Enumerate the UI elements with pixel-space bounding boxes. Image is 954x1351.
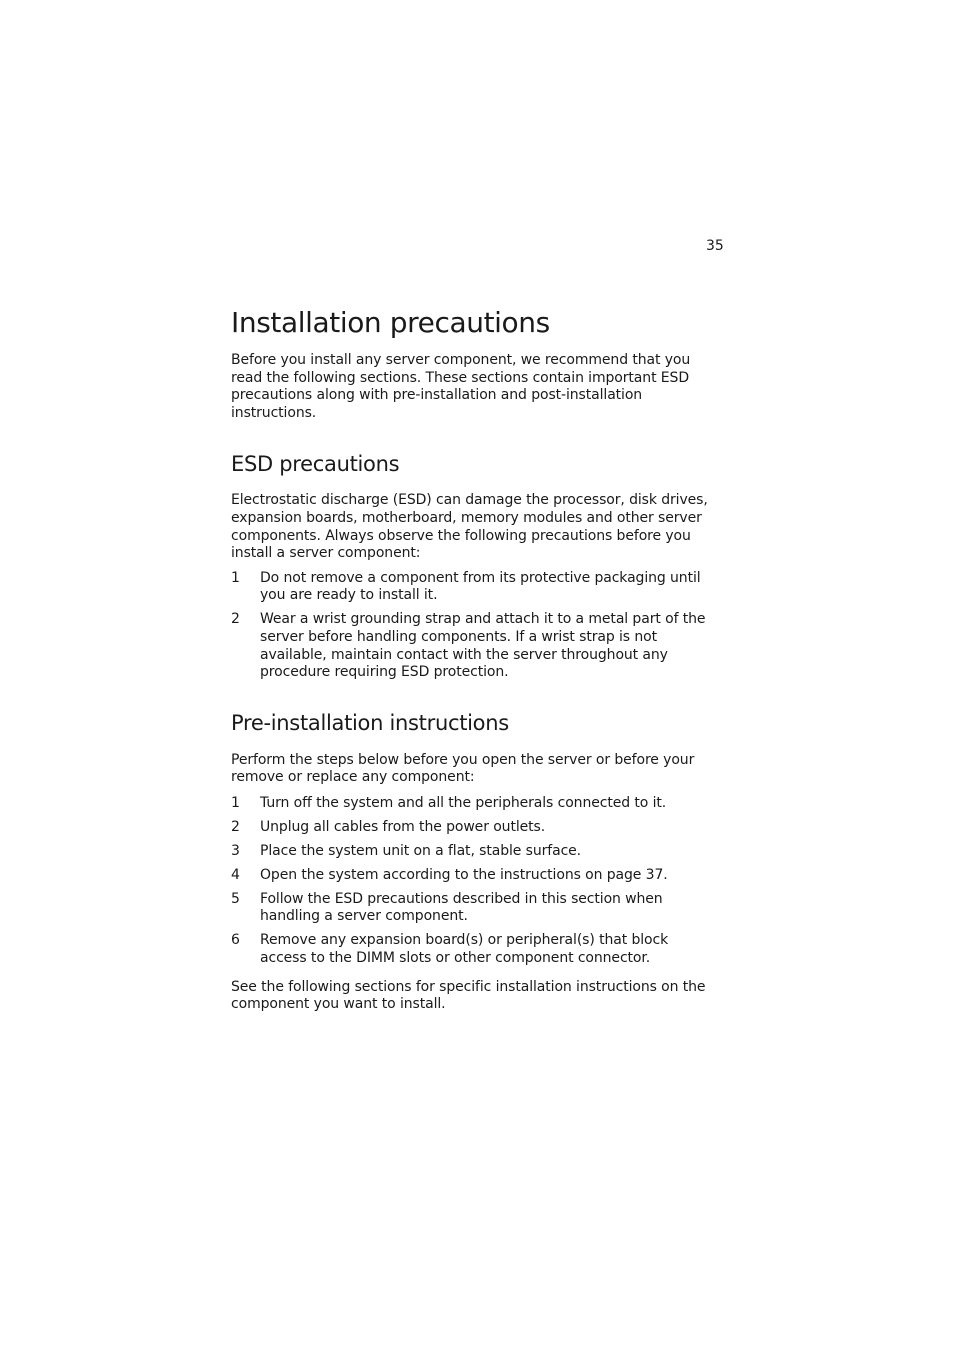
page-title: Installation precautions <box>231 306 550 339</box>
step-number: 4 <box>231 866 240 883</box>
page-number: 35 <box>706 238 724 254</box>
step-number: 2 <box>231 818 240 835</box>
step-text: Place the system unit on a flat, stable surface. <box>260 842 582 859</box>
list-item <box>231 891 711 926</box>
esd-steps-list <box>231 570 711 682</box>
list-item <box>231 819 711 837</box>
document-content <box>231 305 711 1014</box>
esd-section-heading: ESD precautions <box>231 452 400 477</box>
list-item <box>231 795 711 813</box>
step-text: Follow the ESD precautions described in this section when handling a server component. <box>260 890 663 925</box>
list-item <box>231 570 711 605</box>
esd-intro-paragraph: Electrostatic discharge (ESD) can damage the processor, disk drives, expansion boards, motherboard, memory modules and other server components. Always observe the following precautions before you install a server component: <box>231 492 708 562</box>
list-item <box>231 867 711 885</box>
step-text: Remove any expansion board(s) or peripheral(s) that block access to the DIMM slots or other component connector. <box>260 932 669 966</box>
list-item <box>231 932 711 967</box>
list-item <box>231 843 711 861</box>
step-number: 6 <box>231 932 240 949</box>
step-number: 1 <box>231 569 240 586</box>
step-text: Turn off the system and all the peripherals connected to it. <box>260 794 667 811</box>
step-number: 2 <box>231 611 240 628</box>
preinstall-steps-list <box>231 795 711 968</box>
closing-paragraph: See the following sections for specific installation instructions on the component you want to install. <box>231 978 706 1013</box>
step-text: Wear a wrist grounding strap and attach it to a metal part of the server before handling components. If a wrist strap is not available, maintain contact with the server throughout any procedure requiring ESD protection. <box>260 611 706 681</box>
step-number: 3 <box>231 842 240 859</box>
step-number: 5 <box>231 890 240 907</box>
list-item <box>231 611 711 681</box>
step-text: Unplug all cables from the power outlets. <box>260 818 546 835</box>
intro-paragraph: Before you install any server component, we recommend that you read the following sections. These sections contain important ESD precautions along with pre-installation and post-installation instructions. <box>231 352 691 421</box>
preinstall-intro-paragraph: Perform the steps below before you open the server or before your remove or replace any component: <box>231 751 695 786</box>
step-text: Open the system according to the instructions on page 37. <box>260 866 668 883</box>
step-text: Do not remove a component from its protective packaging until you are ready to install it. <box>260 569 701 604</box>
preinstall-section-heading: Pre-installation instructions <box>231 710 509 735</box>
step-number: 1 <box>231 794 240 811</box>
